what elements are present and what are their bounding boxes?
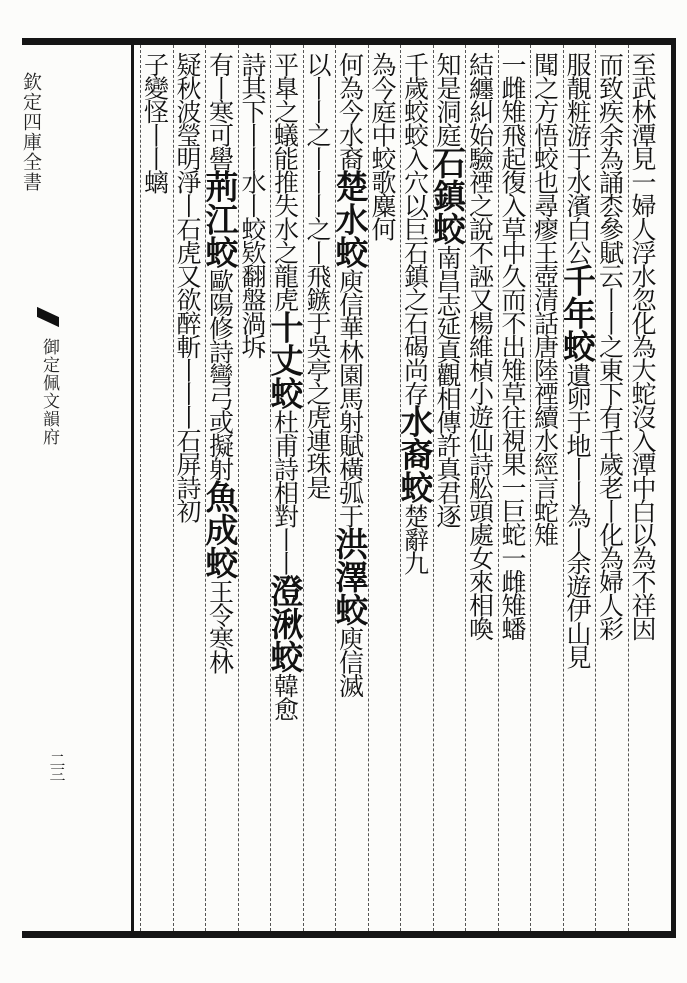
- text-run: 結纏糾始驗禋之說不誣又楊維楨小遊仙詩舩頭處女來相喚: [465, 52, 495, 640]
- text-column: [305, 52, 336, 499]
- column-divider: [270, 45, 272, 931]
- right-border-rule: [671, 38, 676, 938]
- column-divider: [173, 45, 175, 931]
- text-run: 石屏詩初: [173, 428, 202, 522]
- column-divider: [335, 45, 337, 931]
- text-run: 韓愈: [270, 673, 300, 720]
- text-column: [265, 52, 305, 720]
- headword: 千年蛟: [558, 263, 597, 363]
- text-run: 一雌雉飛起復入草中久而不出雉草往視果一巨蛇一雌雉蟠: [498, 52, 527, 640]
- text-run: 蛟入穴以巨石鎮之石碣尚存: [400, 122, 430, 405]
- text-run: 杜甫詩相對丨丨: [270, 409, 300, 574]
- text-run: 虎: [270, 287, 300, 311]
- text-column: [200, 52, 240, 673]
- text-column: [240, 52, 271, 358]
- text-column: [330, 52, 370, 697]
- headword: 水裔蛟: [395, 404, 435, 504]
- headword: 楚水蛟: [330, 169, 370, 269]
- column-divider: [303, 45, 305, 931]
- left-border-rule: [131, 38, 134, 938]
- text-run: 歐陽修詩彎弓或擬射: [205, 268, 235, 480]
- text-run: 服靚粧游于水濱白公: [563, 52, 592, 264]
- column-divider: [628, 45, 630, 931]
- text-run: 何為今水裔: [335, 52, 365, 170]
- headword: 荊江蛟: [200, 169, 240, 269]
- text-run: 聞之方悟蛟也尋瘳: [530, 52, 560, 240]
- text-run: 遺卵于地丨丨為丨余遊伊山見: [563, 362, 592, 668]
- text-run: 丨蛟: [238, 193, 267, 240]
- text-run: 而致疾余為誦枩參賦云丨丨之東下有千歲老丨化為婦人彩: [595, 52, 625, 640]
- text-column: [370, 52, 401, 240]
- text-column: [142, 52, 173, 193]
- text-column: [175, 52, 206, 522]
- column-divider: [400, 45, 402, 931]
- text-column: [630, 52, 661, 640]
- text-run: 石虎又欲醉斬丨丨丨: [173, 216, 202, 428]
- text-run: 歌麋何: [368, 169, 397, 240]
- text-run: 有丨寒可嚳: [205, 52, 235, 170]
- fishtail-mark: [37, 307, 59, 327]
- text-run: 連珠是: [303, 428, 332, 499]
- column-divider: [205, 45, 207, 931]
- text-run: 庾信滅: [335, 626, 365, 697]
- column-divider: [498, 45, 500, 931]
- text-run: 王令寒林: [205, 579, 235, 673]
- headword: 澄湫蛟: [265, 574, 305, 673]
- text-run: 知是洞庭: [433, 52, 462, 146]
- text-run: 南昌志延真觀相傳許真君逐: [433, 245, 462, 527]
- text-run: 疑秋波瑩明淨丨: [173, 52, 202, 217]
- text-column: [558, 52, 597, 668]
- text-run: 詩其下丨丨水: [238, 52, 267, 193]
- bottom-border-rule: [22, 931, 676, 938]
- text-run: 以丨丨之丨丨丨之丨飛鏃于吳亭之虎: [303, 52, 332, 428]
- headword: 魚成蛟: [200, 480, 240, 579]
- text-column: [428, 52, 467, 527]
- text-column: [532, 52, 563, 546]
- headword: 石鎮蛟: [428, 146, 467, 245]
- page-number: 二三: [47, 752, 66, 780]
- headword: 洪澤蛟: [330, 527, 370, 626]
- text-column: [597, 52, 628, 640]
- text-run: 平臯之蟻能推失水之龍: [270, 52, 300, 287]
- text-column: [467, 52, 498, 640]
- text-run: 為今庭中蛟: [368, 52, 397, 170]
- column-divider: [563, 45, 565, 931]
- book-title: 御定佩文韻府: [39, 338, 59, 446]
- text-run: 楚辭九: [400, 503, 430, 574]
- text-run: 千歲蛟: [400, 52, 430, 123]
- top-border-rule: [22, 38, 676, 45]
- column-divider: [530, 45, 532, 931]
- text-run: 子變怪丨丨螭: [140, 52, 170, 193]
- text-run: 至武林潭見一婦人浮水忽化為大蛇沒入潭中白以為不祥因: [628, 52, 657, 640]
- collection-title: 欽定四庫全書: [20, 72, 42, 192]
- text-run: 欵翻盤渦坼: [238, 240, 267, 358]
- text-run: 王壺清話唐陸禋續水經言蛇雉: [530, 240, 560, 546]
- column-divider: [595, 45, 597, 931]
- text-column: [500, 52, 531, 640]
- text-column: [395, 52, 435, 574]
- text-run: 庾信華林園馬射賦橫弧于: [335, 268, 365, 527]
- column-divider: [140, 45, 142, 931]
- headword: 十丈蛟: [265, 310, 305, 410]
